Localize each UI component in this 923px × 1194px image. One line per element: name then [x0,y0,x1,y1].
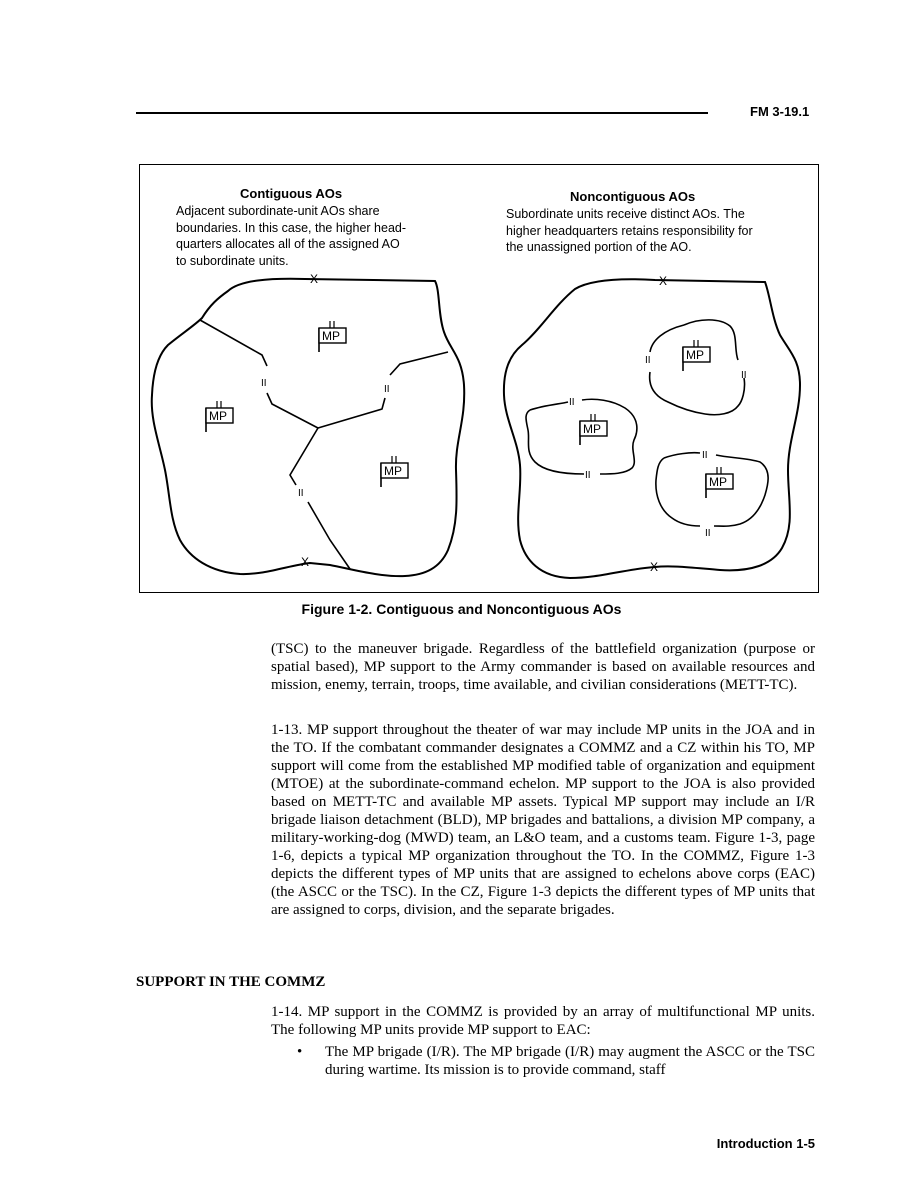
section-heading: SUPPORT IN THE COMMZ [136,974,326,990]
right-panel-title: Noncontiguous AOs [570,189,696,204]
mp-unit-symbol [206,401,233,432]
mp-unit-label: MP [686,348,704,362]
contiguous-boundary-line [308,502,350,569]
bullet-symbol: • [297,1044,303,1060]
paragraph-text: 1-14. MP support in the COMMZ is provided by an array of multifunctional MP units. The following MP units provide MP support to EAC: [271,1004,815,1038]
mp-unit-symbol [683,340,710,371]
boundary-x-marker: X [310,272,319,286]
desc-line: the unassigned portion of the AO. [506,240,692,254]
paragraph-text: 1-13. MP support throughout the theater of war may include MP units in the JOA and in the TO. If the combatant commander designates a COMMZ and a CZ within his TO, MP support will come from the established MP modified table of organization and equipment (MTOE) at the subordinate-command echelon. MP support to the JOA is also provided based on METT-TC and available MP assets. Typical MP support may include an I/R brigade liaison detachment (BLD), MP brigades and battalions, a division MP company, a military-working-dog (MWD) team, an L&O team, and a customs team. Figure 1-3, page 1-6, depicts a typical MP organization throughout the TO. In the COMMZ, Figure 1-3 depicts the different types of MP units that are assigned to echelons above corps (EAC) (the ASCC or the TSC). In the CZ, Figure 1-3 depicts the different types of MP units that are assigned to corps, division, and the separate brigades. [271,722,815,918]
paragraph-text: (TSC) to the maneuver brigade. Regardless of the battlefield organization (purpose or spatial based), MP support to the Army commander is based on available resources and mission, enemy, terrain, troops, time available, and civilian considerations (METT-TC). [271,641,815,693]
bullet-text: The MP brigade (I/R). The MP brigade (I/R) may augment the ASCC or the TSC during wartime. Its mission is to provide command, staff [325,1044,815,1078]
figure-caption: Figure 1-2. Contiguous and Noncontiguous AOs [301,601,622,617]
boundary-x-marker: X [301,555,310,569]
boundary-x-marker: X [650,560,659,574]
subordinate-ao-outline [650,320,745,415]
boundary-ii-marker: II [705,528,711,539]
boundary-ii-marker: II [702,450,708,461]
body-paragraph [271,1003,815,1039]
mp-unit-label: MP [583,422,601,436]
boundary-ii-marker: II [585,470,591,481]
contiguous-boundary-line [200,320,267,366]
desc-line: Adjacent subordinate-unit AOs share [176,204,380,218]
mp-unit-label: MP [709,475,727,489]
document-id: FM 3-19.1 [750,104,810,119]
boundary-x-marker: X [659,274,668,288]
contiguous-boundary-line [318,398,385,428]
boundary-ii-marker: II [384,384,390,395]
boundary-ii-marker: II [298,488,304,499]
contiguous-boundary-line [290,428,318,485]
body-paragraph [271,721,815,919]
boundary-ii-marker: II [645,355,651,366]
mp-unit-label: MP [209,409,227,423]
left-panel-title: Contiguous AOs [240,186,343,201]
noncontiguous-ao-outline [504,279,800,578]
page-footer: Introduction 1-5 [716,1136,815,1151]
contiguous-ao-outline [152,279,465,576]
mp-unit-label: MP [384,464,402,478]
boundary-ii-marker: II [741,370,747,381]
desc-line: boundaries. In this case, the higher head- [176,220,407,235]
mp-unit-symbol [319,321,346,352]
contiguous-boundary-line [267,393,318,428]
body-paragraph [271,640,815,694]
contiguous-boundary-line [390,352,448,375]
desc-line: quarters allocates all of the assigned AO [176,237,400,251]
desc-line: Subordinate units receive distinct AOs. The [506,207,745,221]
desc-line: higher headquarters retains responsibility for [506,223,753,238]
desc-line: to subordinate units. [176,253,289,268]
boundary-ii-marker: II [569,397,575,408]
mp-unit-symbol [381,456,408,487]
mp-unit-symbol [580,414,607,445]
boundary-ii-marker: II [261,378,267,389]
mp-unit-symbol [706,467,733,498]
mp-unit-label: MP [322,329,340,343]
